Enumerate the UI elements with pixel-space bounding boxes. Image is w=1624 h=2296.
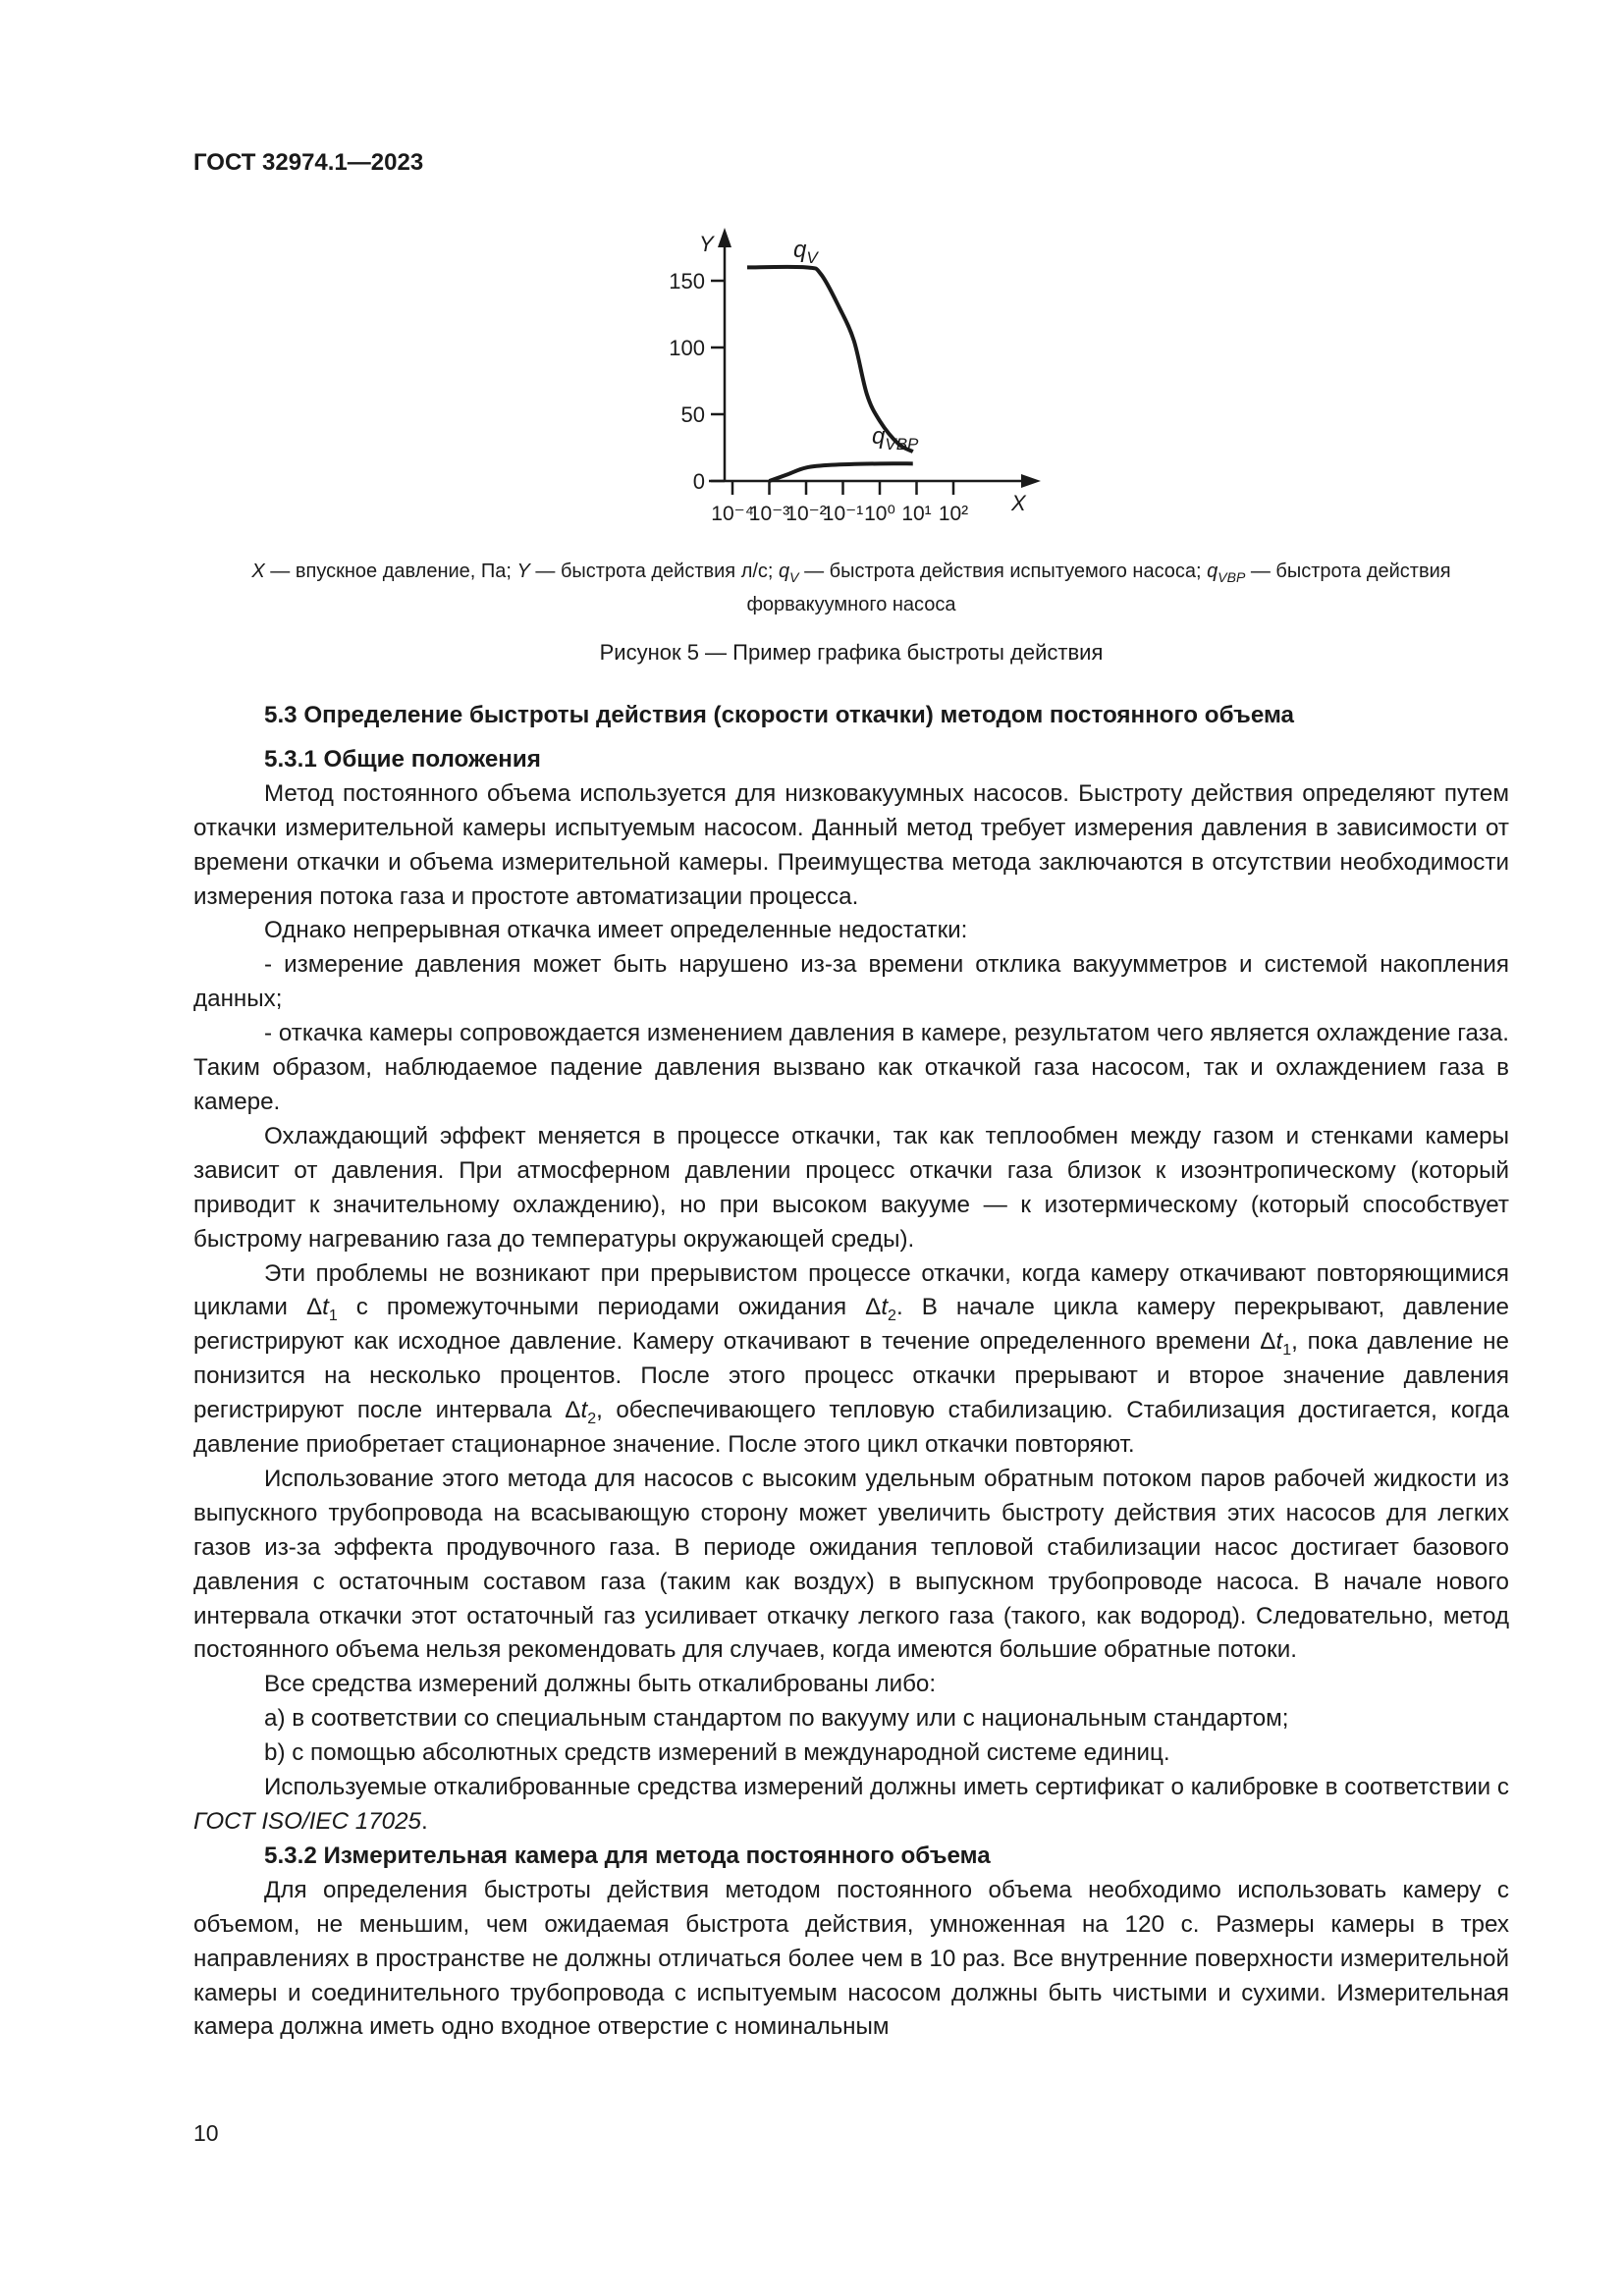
list-item: - измерение давления может быть нарушено из-за времени отклика вакуумметров и системой накопления данных;: [193, 951, 1509, 1013]
paragraph: Используемые откалиброванные средства измерений должны иметь сертификат о калибровке в соответствии с ГОСТ ISO/IEC 17025.: [193, 1774, 1509, 1835]
document-header: ГОСТ 32974.1—2023: [193, 149, 424, 176]
heading-5-3: 5.3 Определение быстроты действия (скорости откачки) методом постоянного объема: [264, 702, 1294, 728]
x-tick-label: 10⁻³: [748, 503, 790, 525]
x-tick-label: 10⁻⁴: [711, 503, 754, 525]
pumping-speed-chart: [0, 0, 1624, 628]
paragraph: Эти проблемы не возникают при прерывистом процессе откачки, когда камеру откачивают повторяющимися циклами $\Delta t_1$ с промежуточными периодами ожидания $\Delta t_2$. В начале цикла камеру перекрывают, давление регистрируют как исходное давление. Камеру откачивают в течение определенного времени $\Delta t_1$, пока давление не понизится на несколько процентов. После этого процесс откачки прерывают и второе значение давления регистрируют после интервала $\Delta t_2$, обеспечивающего тепловую стабилизацию. Стабилизация достигается, когда давление приобретает стационарное значение. После этого цикл откачки повторяют.: [193, 1259, 1509, 1459]
y-tick-label: 0: [692, 469, 705, 494]
list-item: b) с помощью абсолютных средств измерений в международной системе единиц.: [264, 1739, 1170, 1767]
x-tick-label: 10¹: [901, 503, 932, 525]
series-label-qVBP: $q_{VBP}$: [872, 423, 919, 454]
series-line-qV: [747, 267, 913, 452]
page-number: 10: [193, 2120, 219, 2146]
list-item: - откачка камеры сопровождается изменением давления в камере, результатом чего является охлаждение газа. Таким образом, наблюдаемое падение давления вызвано как откачкой газа насосом, так и охлаждением газа в камере.: [193, 1020, 1509, 1115]
x-axis-arrow: [1021, 474, 1041, 488]
x-tick-label: 10⁻¹: [822, 503, 864, 525]
legend-text: X — впускное давление, Па; Y — быстрота действия л/с; $q_V$ — быстрота действия испытуемого насоса; $q_{VBP}$ — быстрота действия форвакуумного насоса: [251, 561, 1451, 615]
paragraph: Метод постоянного объема используется для низковакуумных насосов. Быстроту действия определяют путем откачки измерительной камеры испытуемым насосом. Данный метод требует измерения давления в зависимости от времени откачки и объема измерительной камеры. Преимущества метода заключаются в отсутствии необходимости измерения потока газа и простоте автоматизации процесса.: [193, 779, 1509, 910]
section-5-3: [193, 699, 1509, 2045]
figure-caption: Рисунок 5 — Пример графика быстроты действия: [599, 640, 1104, 665]
x-axis-label: X: [1011, 491, 1026, 515]
list-item: а) в соответствии со специальным стандартом по вакууму или с национальным стандартом;: [264, 1705, 1289, 1733]
paragraph: Для определения быстроты действия методом постоянного объема необходимо использовать камеру с объемом, не меньшим, чем ожидаемая быстрота действия, умноженная на 120 с. Размеры камеры в трех направлениях в пространстве не должны отличаться более чем в 10 раз. Все внутренние поверхности измерительной камеры и соединительного трубопровода с испытуемым насосом должны быть чистыми и сухими. Измерительная камера должна иметь одно входное отверстие с номинальным: [193, 1876, 1509, 2041]
paragraph: Все средства измерений должны быть откалиброваны либо:: [264, 1671, 937, 1698]
x-tick-label: 10⁰: [864, 503, 895, 525]
heading-5-3-1: 5.3.1 Общие положения: [264, 745, 541, 773]
y-tick-label: 150: [669, 269, 705, 294]
x-tick-label: 10⁻²: [785, 503, 827, 525]
y-tick-label: 100: [669, 336, 705, 360]
figure-legend: [193, 558, 1509, 618]
paragraph: Охлаждающий эффект меняется в процессе откачки, так как теплообмен между газом и стенками камеры зависит от давления. При атмосферном давлении процесс откачки газа близок к изоэнтропическому (который приводит к значительному охлаждению), но при высоком вакууме — к изотермическому (который способствует быстрому нагреванию газа до температуры окружающей среды).: [193, 1122, 1509, 1253]
series-line-qVBP: [770, 463, 913, 481]
y-axis-label: Y: [699, 232, 714, 256]
paragraph: Использование этого метода для насосов с высоким удельным обратным потоком паров рабочей жидкости из выпускного трубопровода на всасывающую сторону может увеличить быстроту действия этих насосов для легких газов из-за эффекта продувочного газа. В периоде ожидания тепловой стабилизации насос достигает базового давления с остаточным составом газа (таким как воздух) в выпускном трубопроводе насоса. В начале нового интервала откачки этот остаточный газ усиливает откачку легкого газа (такого, как водород). Следовательно, метод постоянного объема нельзя рекомендовать для случаев, когда имеются большие обратные потоки.: [193, 1465, 1509, 1664]
paragraph: Однако непрерывная откачка имеет определенные недостатки:: [264, 917, 968, 944]
y-tick-label: 50: [680, 402, 705, 427]
y-axis-arrow: [718, 228, 731, 247]
heading-5-3-2: 5.3.2 Измерительная камера для метода постоянного объема: [264, 1842, 991, 1869]
figure-pumping-speed: [0, 0, 1624, 628]
series-label-qV: $q_V$: [793, 237, 818, 267]
x-tick-label: 10²: [938, 503, 969, 525]
